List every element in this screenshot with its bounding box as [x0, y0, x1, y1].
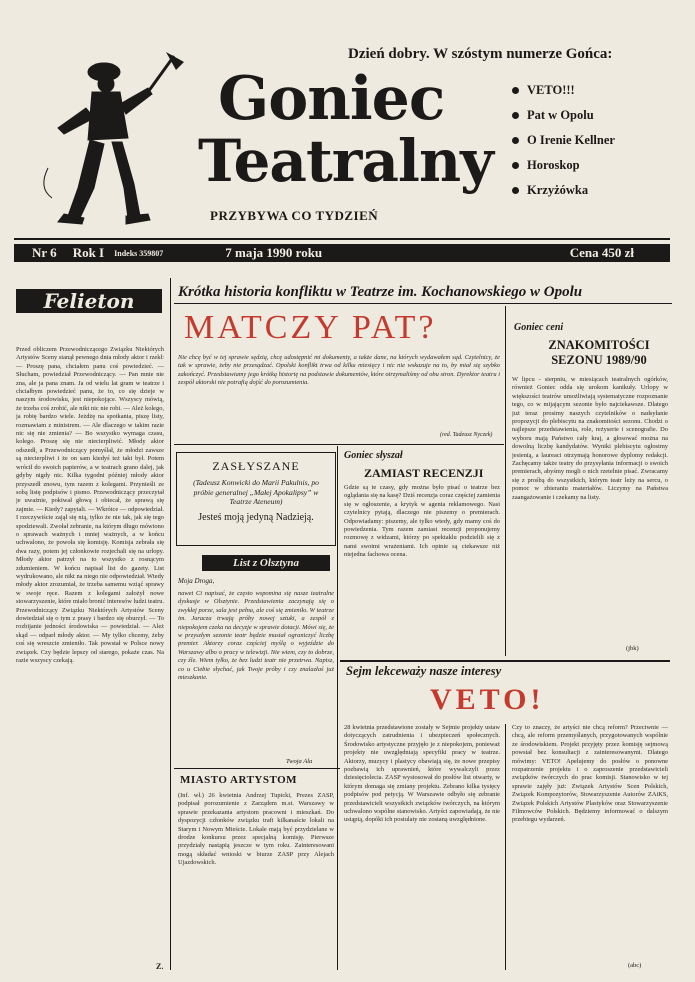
issue-date: 7 maja 1990 roku	[225, 245, 323, 260]
veto-body-right: Czy to znaczy, że artyści nie chcą reform? Przeciwnie — chcą, ale reform przemyślanych, przygotowanych wspólnie ze środowiskiem. Projekt przyjęty przez komisję sejmową powstał bez konsultacji z zainteresowanymi. Dlatego mówimy: VETO! Apelujemy do posłów o ponowne rozpatrzenie projektu i o zaproszenie przedstawicieli związków twórczych do prac komisji. Stanowisko w tej sprawie zajęły już: Związek Artystów Scen Polskich, Związek Kompozytorów, Stowarzyszenie Autorów ZAiKS, Związek Polskich Artystów Plastyków oraz Stowarzyszenie Filmowców Polskich. Będziemy informować o dalszym przebiegu wydarzeń.	[512, 724, 668, 824]
contents-item[interactable]: Krzyżówka	[512, 178, 615, 203]
top-rule	[14, 238, 670, 240]
masthead-title-line1: Goniec	[218, 64, 445, 134]
lead-credit: (red. Tadeusz Nyczek)	[440, 432, 493, 438]
veto-body-left: 28 kwietnia przedstawione zostały w Sejmie projekty ustaw dotyczących zatrudnienia i ubezpieczeń społecznych. Środowisko artystyczne przyjęło je z niepokojem, ponieważ projekty nie uwzględniają specyfiki pracy w teatrze. Aktorzy, muzycy i plastycy obawiają się, że nowe przepisy pozbawią ich uprawnień, które wywalczyli przez dziesięciolecia. ZASP wystosował do posłów list otwarty, w którym domaga się zmiany projektu. Zebrano kilka tysięcy podpisów pod petycją. W Warszawie odbyło się zebranie przedstawicieli wszystkich związków twórczych, na którym uchwalono wspólne stanowisko. Artyści zapowiadają, że nie ustąpią, dopóki ich postulaty nie zostaną uwzględnione.	[344, 724, 500, 824]
dateline-bar	[14, 244, 670, 262]
goniec-slyszal-label: Goniec słyszał	[344, 450, 403, 461]
miasto-heading: MIASTO ARTYSTOM	[180, 774, 298, 786]
contents-item[interactable]: Pat w Opolu	[512, 103, 615, 128]
issue-year: Rok I	[72, 245, 105, 260]
zaslyszane-box	[176, 452, 336, 546]
zaslyszane-line: Jesteś moją jedyną Nadzieją.	[198, 511, 314, 523]
masthead-title-line2: Teatralny	[198, 127, 493, 195]
veto-signature: (abc)	[628, 962, 642, 969]
list-greeting: Moja Droga,	[178, 577, 215, 585]
zaslyszane-quote: (Tadeusz Konwicki do Marii Pakulnis, po próbie generalnej „Małej Apokalipsy” w Teatrze Ateneum)	[193, 478, 319, 506]
miasto-body: (Inf. wł.) 26 kwietnia Andrzej Tupicki, Prezes ZASP, podpisał porozumienie z Zarządem m.st. Warszawy w sprawie przekazania artystom pracowni i mieszkań. Do dyspozycji członków związku trafi kilkanaście lokali na Starym i Nowym Mieście. Lokale mają być przydzielane w drodze konkursu przez specjalną komisję. Pierwsze przydziały nastąpią jeszcze w tym roku. Zainteresowani mogą składać wnioski w biurze ZASP przy Alejach Ujazdowskich.	[178, 792, 334, 867]
list-rule	[174, 768, 340, 769]
felieton-body: Przed obliczem Przewodniczącego Związku Niektórych Artystów Sceny stanął pewnego dnia młody aktor i rzekł: — Proszę pana, chciałem panu coś powiedzieć. — Słucham, powiedział Przewodniczący. — Pan mnie nie zna, ale ja pana znam. Ja od wielu lat gram w teatrze i chciałbym powiedzieć panu, że to, co się dzieje w naszym środowisku, jest niepokojące. Wszyscy mówią, że trzeba coś zrobić, ale nikt nic nie robi. — Ależ kolego, ja robię bardzo wiele. Jeżdżę na spotkania, piszę listy, rozmawiam z ministrem. — Ale dlaczego w takim razie nic się nie zmienia? — Bo wszystko wymaga czasu, kolego. Proszę się nie niecierpliwić. Młody aktor odszedł, a Przewodniczący pomyślał, że młodzi zawsze są niecierpliwi i że on sam kiedyś też taki był. Potem wrócił do swoich papierów, a w teatrach grano dalej, jak gdyby nigdy nic. Kilka tygodni później młody aktor przyszedł znowu, tym razem z kolegami. Przynieśli ze sobą listę podpisów i pismo. Przewodniczący przeczytał je uważnie, pokiwał głową i obiecał, że sprawą się zajmie. — Kiedy? zapytali. — Wkrótce — odpowiedział. I rzeczywiście zajął się nią, tylko że nie tak, jak się tego spodziewali. Zwołał zebranie, na którym długo mówiono o sprawach ważnych i mniej ważnych, a w końcu uchwalono, że powoła się komisję. Komisja zebrała się dwa razy, potem jej członkowie rozjechali się na urlopy. Młody aktor patrzył na to wszystko z rosnącym zdumieniem. W końcu napisał list do gazety. List wydrukowano, ale nikt na niego nie odpowiedział. Wtedy młody aktor zrozumiał, że trzeba samemu wziąć sprawy w swoje ręce. Razem z kolegami założył nowe stowarzyszenie, które miało bronić interesów ludzi teatru. Przewodniczący Związku Niektórych Artystów Sceny dowiedział się o tym z prasy i bardzo się oburzył. — To rozbijanie jedności środowiska — powiedział. — Ależ skąd — odparł młody aktor. — My tylko chcemy, żeby coś się wreszcie zmieniło. Tak powstał w Polsce nowy związek. Czy będzie lepszy od starego, pokaże czas. Na razie wszyscy czekają.	[16, 346, 164, 665]
goniec-ceni-signature: (jbk)	[626, 645, 639, 652]
lead-intro: Nie chcę być w tej sprawie sędzią, chcę udostępnić mi dokumenty, a także dane, na których wydawałem sąd. Czytelnicy, że tak w sprawie, żeby nie przesądzać. Opolski konflikt trwa od kilku miesięcy i nic nie wskazuje na to, by miał się szybko zakończyć. Przedstawiamy jego krótką historię na podstawie dokumentów, które otrzymaliśmy od obu stron. Dyrektor teatru i zespół aktorski nie potrafią dojść do porozumienia.	[178, 354, 500, 387]
column-rule-4	[505, 724, 506, 970]
lead-bottom-rule	[174, 444, 504, 445]
goniec-slyszal-body: Gdzie są te czasy, gdy można było pisać o teatrze bez oglądania się na kasę? Dziś recenzja coraz częściej zamienia się w ogłoszenie, a krytyk w agenta reklamowego. Nasi czytelnicy pytają, dlaczego nie piszemy o premierach. Odpowiadamy: piszemy, ale tylko wtedy, gdy mamy coś do powiedzenia. Tym razem zamiast recenzji proponujemy rozmowę z widzami, którzy po spektaklu podzielili się z nami swoimi wrażeniami. Ich opinie są ciekawsze niż niejedna fachowa ocena.	[344, 484, 500, 559]
issue-index: Indeks 359807	[114, 248, 164, 258]
bullet-icon	[512, 87, 519, 94]
town-crier-illustration	[28, 48, 188, 226]
bullet-icon	[512, 187, 519, 194]
veto-top-rule	[340, 660, 670, 662]
issue-contents-list	[512, 78, 615, 203]
lead-rule	[174, 303, 672, 304]
column-rule-2	[505, 306, 506, 656]
goniec-ceni-heading: ZNAKOMITOŚCI SEZONU 1989/90	[548, 338, 650, 367]
issue-price: Cena 450 zł	[569, 245, 634, 260]
issue-number: Nr 6	[32, 245, 57, 260]
contents-item[interactable]: Horoskop	[512, 153, 615, 178]
felieton-signature: Z.	[156, 962, 164, 971]
contents-item[interactable]: VETO!!!	[512, 78, 615, 103]
list-heading: List z Olsztyna	[202, 555, 330, 571]
list-body: nawet Ci napisać, że często wspomina się nasze teatralne dyskusje w Olsztynie. Przedstawienia zaczynają się o zwykłej porze, sala jest pełna, ale coś się zmieniło. W teatrze im. Jaracza trwają próby nowej sztuki, a zespół z niepokojem czeka na decyzje w sprawie dotacji. Mówi się, że w przyszłym sezonie teatr będzie musiał ograniczyć liczbę premier. Aktorzy coraz częściej myślą o wyjeździe do Warszawy albo o pracy w telewizji. Nie wiem, czy to dobrze, czy źle. Wiem tylko, że bez ludzi teatr nie przetrwa. Napisz, co u Ciebie słychać, jak Twoje próby i czy znalazłaś już mieszkanie.	[178, 590, 334, 682]
goniec-slyszal-heading: ZAMIAST RECENZJI	[364, 466, 484, 480]
column-rule-1	[170, 278, 171, 970]
veto-headline: Sejm lekceważy nasze interesy	[346, 664, 502, 678]
lead-title: MATCZY PAT?	[184, 309, 437, 346]
column-rule-3	[337, 446, 338, 970]
veto-title: VETO!	[430, 683, 545, 716]
list-signature: Twoja Ala	[286, 758, 313, 765]
masthead-tagline: PRZYBYWA CO TYDZIEŃ	[210, 208, 379, 223]
goniec-ceni-body: W lipcu - sierpniu, w miesiącach teatralnych ogórków, również Goniec odda się urokom kanikuły. Urlopy w większości teatrów umożliwiają systematyczne rozpoznanie tego, co w mijającym sezonie było najciekawsze. Dlatego już teraz prosimy naszych czytelników o nadsyłanie propozycji do plebiscytu na znakomitości sezonu. Chodzi o najlepsze przedstawienia, role, reżyserie i scenografie. Do wyboru mają Państwo cały kraj, a głosować można na dowolną liczbę kandydatów. Wyniki plebiscytu ogłosimy jesienią, a laureaci otrzymają honorowe dyplomy redakcji. Zachęcamy także teatry do przysyłania informacji o swoich premierach, abyśmy mogli o nich rzetelnie pisać. Zwracamy się z prośbą do wszystkich, którym teatr leży na sercu, o pomoc w zbieraniu materiałów. Liczymy na Państwa zaangażowanie i czekamy na listy.	[512, 376, 668, 501]
felieton-heading: Felieton	[16, 289, 162, 313]
zaslyszane-heading: ZASŁYSZANE	[212, 459, 300, 473]
bullet-icon	[512, 137, 519, 144]
lead-headline: Krótka historia konfliktu w Teatrze im. Kochanowskiego w Opolu	[178, 284, 583, 300]
goniec-ceni-label: Goniec ceni	[514, 322, 564, 333]
bullet-icon	[512, 112, 519, 119]
contents-item[interactable]: O Irenie Kellner	[512, 128, 615, 153]
issue-greeting: Dzień dobry. W szóstym numerze Gońca:	[348, 46, 613, 62]
bullet-icon	[512, 162, 519, 169]
